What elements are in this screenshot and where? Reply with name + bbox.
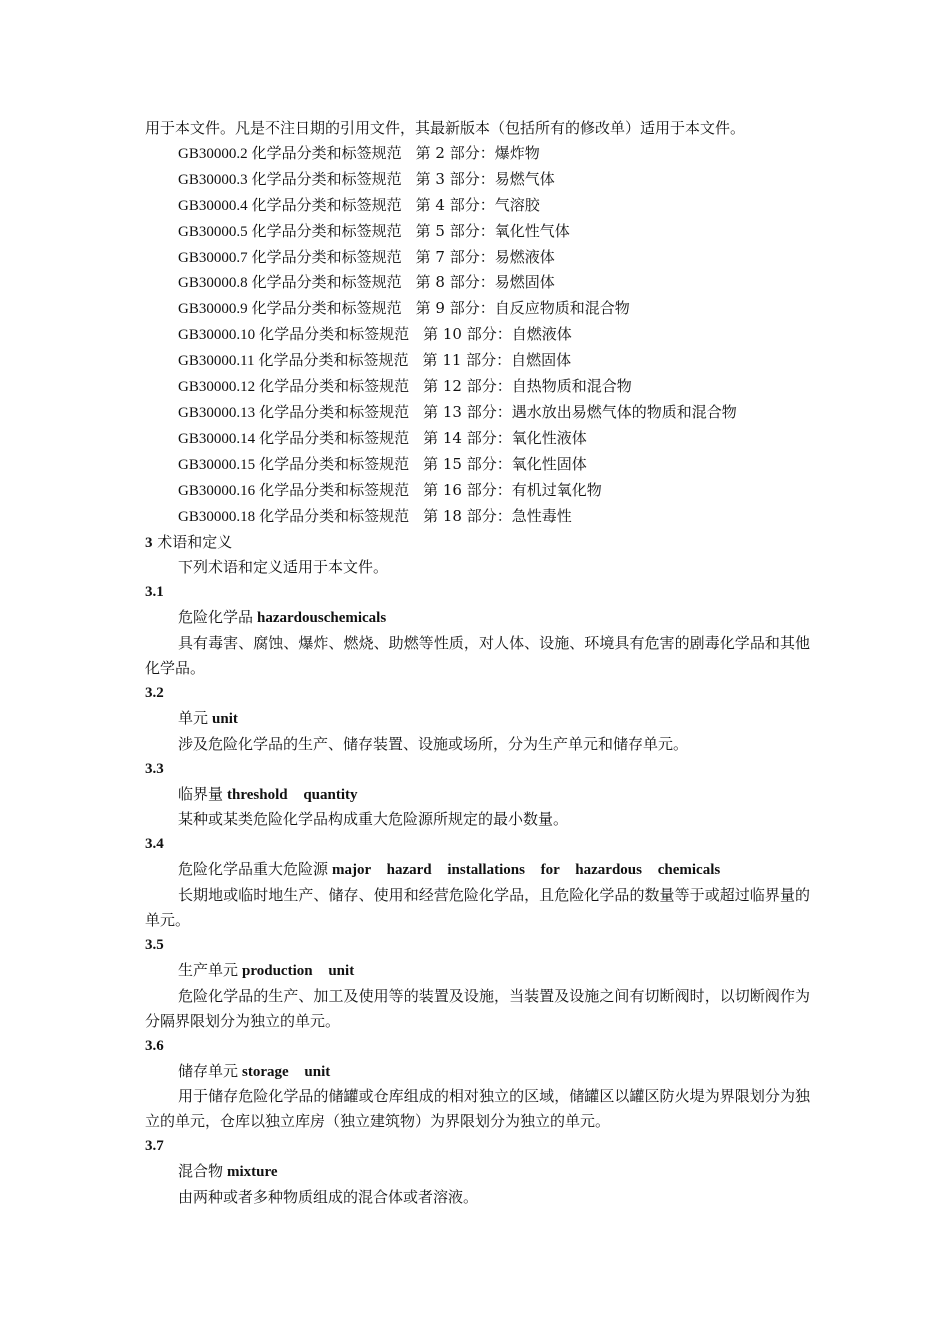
term-en: storage unit (242, 1063, 331, 1080)
term-number: 3.5 (145, 937, 164, 953)
reference-code: GB30000.10 (178, 327, 256, 344)
reference-part: 第 18 部分：急性毒性 (423, 506, 572, 525)
term-en: hazardouschemicals (257, 610, 387, 627)
reference-code: GB30000.13 (178, 404, 256, 421)
reference-title: 化学品分类和标签规范 (251, 299, 402, 318)
reference-title: 化学品分类和标签规范 (259, 506, 410, 525)
reference-part: 第 7 部分：易燃液体 (415, 247, 555, 266)
term-zh: 储存单元 (178, 1061, 239, 1080)
reference-code: GB30000.15 (178, 456, 256, 473)
document-page (145, 116, 810, 1210)
term-en: mixture (227, 1164, 278, 1181)
term-definition: 具有毒害、腐蚀、爆炸、燃烧、助燃等性质，对人体、设施、环境具有危害的剧毒化学品和其他化学品。 (145, 634, 810, 678)
reference-item (145, 504, 810, 530)
section-intro: 下列术语和定义适用于本文件。 (178, 558, 389, 577)
term-number: 3.7 (145, 1138, 164, 1155)
reference-part: 第 15 部分：氧化性固体 (423, 454, 587, 473)
reference-code: GB30000.9 (178, 301, 248, 318)
reference-title: 化学品分类和标签规范 (251, 221, 402, 240)
section-title: 术语和定义 (157, 532, 233, 551)
reference-title: 化学品分类和标签规范 (251, 247, 402, 266)
reference-code: GB30000.4 (178, 197, 248, 214)
reference-item (145, 400, 810, 426)
reference-code: GB30000.11 (178, 353, 255, 370)
term-zh: 危险化学品重大危险源 (178, 860, 329, 879)
term-number: 3.2 (145, 684, 164, 701)
reference-code: GB30000.3 (178, 171, 248, 188)
reference-item (145, 193, 810, 219)
reference-code: GB30000.12 (178, 379, 256, 396)
term-number: 3.1 (145, 584, 164, 601)
term-heading (145, 958, 810, 984)
reference-part: 第 12 部分：自热物质和混合物 (423, 377, 632, 396)
reference-title: 化学品分类和标签规范 (259, 402, 410, 421)
reference-item (145, 270, 810, 296)
reference-part: 第 16 部分：有机过氧化物 (423, 480, 602, 499)
term-heading (145, 782, 810, 808)
term-number: 3.4 (145, 836, 164, 853)
reference-part: 第 9 部分：自反应物质和混合物 (415, 299, 630, 318)
reference-title: 化学品分类和标签规范 (251, 195, 402, 214)
intro-line: 用于本文件。凡是不注日期的引用文件，其最新版本（包括所有的修改单）适用于本文件。 (145, 119, 746, 137)
reference-part: 第 11 部分：自燃固体 (422, 351, 572, 370)
term-heading (145, 706, 810, 732)
reference-item (145, 478, 810, 504)
section-number: 3 (145, 534, 153, 551)
reference-code: GB30000.7 (178, 249, 248, 266)
term-heading (145, 1059, 810, 1085)
reference-item (145, 374, 810, 400)
reference-title: 化学品分类和标签规范 (258, 351, 409, 370)
reference-item (145, 141, 810, 167)
term-zh: 单元 (178, 708, 209, 727)
reference-part: 第 2 部分：爆炸物 (415, 143, 540, 162)
term-heading (145, 605, 810, 631)
reference-code: GB30000.5 (178, 223, 248, 240)
term-zh: 混合物 (178, 1162, 224, 1181)
term-number: 3.3 (145, 760, 164, 777)
term-en: unit (212, 710, 238, 727)
term-definition: 用于储存危险化学品的储罐或仓库组成的相对独立的区域，储罐区以罐区防火堤为界限划分为独立的单元，仓库以独立库房（独立建筑物）为界限划分为独立的单元。 (145, 1087, 810, 1131)
reference-part: 第 8 部分：易燃固体 (415, 273, 555, 292)
term-definition: 涉及危险化学品的生产、储存装置、设施或场所，分为生产单元和储存单元。 (178, 734, 689, 753)
reference-title: 化学品分类和标签规范 (259, 428, 410, 447)
reference-item (145, 348, 810, 374)
reference-title: 化学品分类和标签规范 (251, 143, 402, 162)
reference-item (145, 296, 810, 322)
reference-code: GB30000.8 (178, 275, 248, 292)
reference-item (145, 322, 810, 348)
term-definition: 危险化学品的生产、加工及使用等的装置及设施，当装置及设施之间有切断阀时，以切断阀作为分隔界限划分为独立的单元。 (145, 986, 810, 1030)
reference-part: 第 3 部分：易燃气体 (415, 169, 555, 188)
reference-part: 第 13 部分：遇水放出易燃气体的物质和混合物 (423, 402, 737, 421)
term-heading (145, 857, 810, 883)
reference-part: 第 5 部分：氧化性气体 (415, 221, 570, 240)
reference-title: 化学品分类和标签规范 (259, 454, 410, 473)
reference-code: GB30000.16 (178, 482, 256, 499)
term-definition: 由两种或者多种物质组成的混合体或者溶液。 (178, 1188, 479, 1207)
term-en: major hazard installations for hazardous chemicals (332, 862, 721, 879)
term-zh: 生产单元 (178, 960, 239, 979)
term-definition: 某种或某类危险化学品构成重大危险源所规定的最小数量。 (178, 810, 569, 829)
reference-code: GB30000.14 (178, 430, 256, 447)
term-zh: 临界量 (178, 784, 224, 803)
reference-title: 化学品分类和标签规范 (251, 273, 402, 292)
reference-item (145, 426, 810, 452)
reference-list (145, 141, 810, 530)
reference-item (145, 167, 810, 193)
reference-title: 化学品分类和标签规范 (259, 325, 410, 344)
term-zh: 危险化学品 (178, 608, 254, 627)
reference-item (145, 245, 810, 271)
reference-code: GB30000.2 (178, 145, 248, 162)
section-heading (145, 530, 810, 556)
term-en: production unit (242, 962, 355, 979)
reference-part: 第 14 部分：氧化性液体 (423, 428, 587, 447)
reference-item (145, 452, 810, 478)
reference-code: GB30000.18 (178, 508, 256, 525)
reference-title: 化学品分类和标签规范 (259, 480, 410, 499)
term-definition: 长期地或临时地生产、储存、使用和经营危险化学品，且危险化学品的数量等于或超过临界量的单元。 (145, 886, 810, 930)
term-en: threshold quantity (227, 786, 358, 803)
term-number: 3.6 (145, 1037, 164, 1054)
reference-part: 第 4 部分：气溶胶 (415, 195, 540, 214)
reference-title: 化学品分类和标签规范 (251, 169, 402, 188)
reference-part: 第 10 部分：自燃液体 (423, 325, 572, 344)
reference-item (145, 219, 810, 245)
terms-list (145, 580, 810, 1210)
term-heading (145, 1159, 810, 1185)
reference-title: 化学品分类和标签规范 (259, 377, 410, 396)
